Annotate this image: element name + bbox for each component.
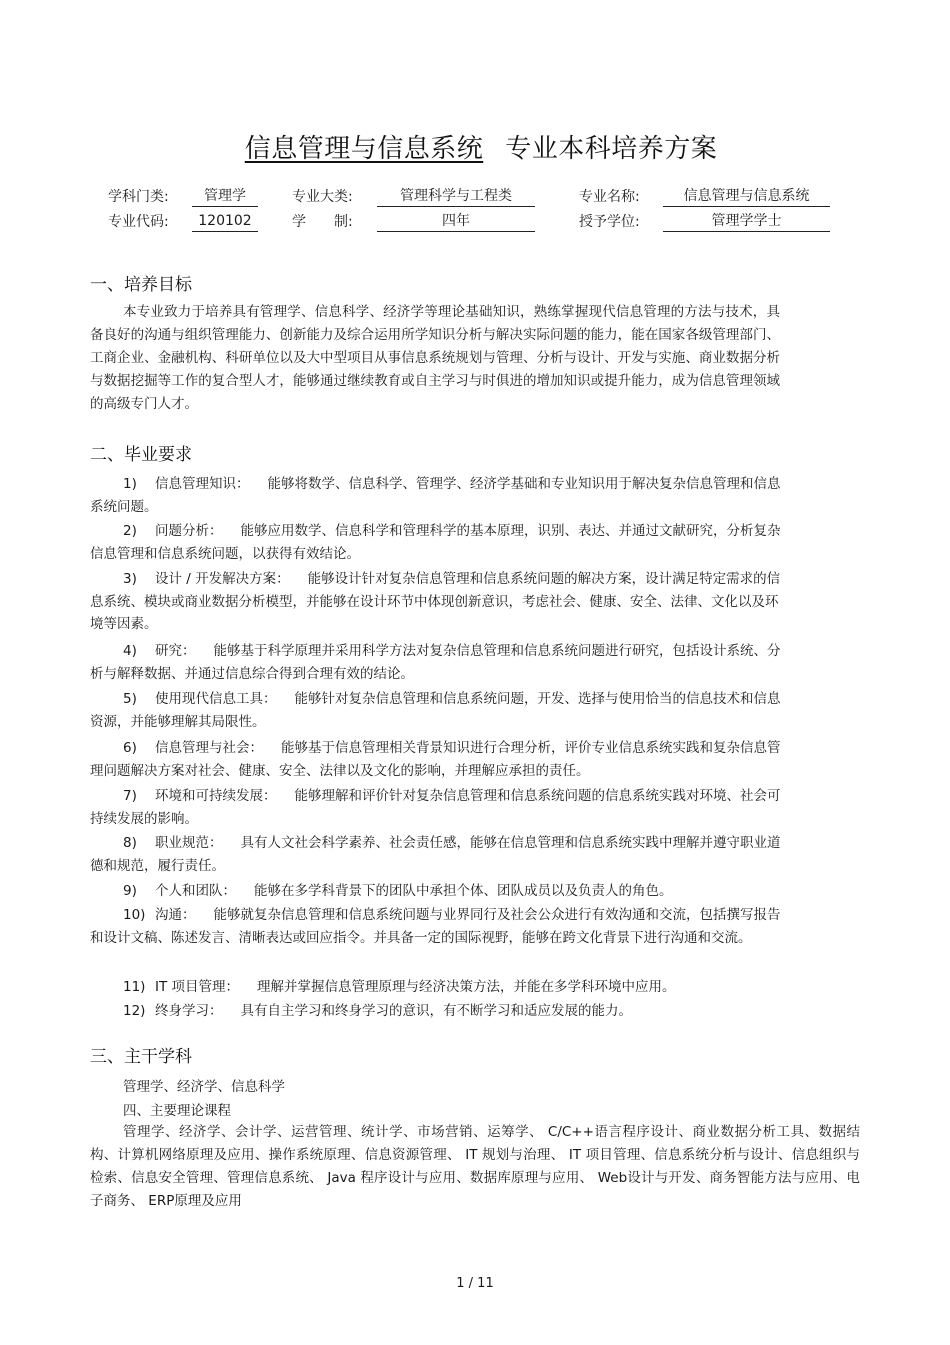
req-number: 6) [123, 740, 137, 756]
req-number: 7) [123, 788, 137, 804]
courses-paragraph: 管理学、经济学、会计学、运营管理、统计学、市场营销、运筹学、 C/C++语言程序设计、商业数据分析工具、数据结构、计算机网络原理及应用、操作系统原理、信息资源管理、 IT 规划与治理、 IT 项目管理、信息系统分析与设计、信息组织与检索、信息安全管理、管理信息系统、 Java 程序设计与应用、数据库原理与应用、 Web设计与开发、商务智能方法与应用、电子商务、 ERP原理及应用 [90, 1124, 860, 1209]
requirement-item [90, 737, 782, 782]
requirement-item [90, 904, 782, 949]
req-number: 5) [123, 691, 137, 707]
req-heading: 个人和团队： [155, 883, 236, 899]
req-number: 11) [123, 979, 146, 995]
section-heading-goal: 一、培养目标 [90, 275, 192, 295]
req-number: 12) [123, 1003, 146, 1019]
info-label: 专业名称: [579, 189, 640, 205]
section-heading-disciplines: 三、主干学科 [90, 1047, 192, 1067]
req-heading: 终身学习： [155, 1003, 223, 1019]
req-heading: 信息管理与社会： [155, 740, 263, 756]
req-text: 具有人文社会科学素养、社会责任感，能够在信息管理和信息系统实践中理解并遵守职业道德和规范，履行责任。 [90, 835, 781, 874]
requirement-item [90, 473, 782, 518]
req-heading: 环境和可持续发展： [155, 788, 277, 804]
req-text: 能够基于科学原理并采用科学方法对复杂信息管理和信息系统问题进行研究，包括设计系统、分析与解释数据、并通过信息综合得到合理有效的结论。 [90, 643, 781, 682]
title-rest: 专业本科培养方案 [505, 134, 718, 164]
requirement-item [90, 1000, 782, 1023]
req-text: 能够设计针对复杂信息管理和信息系统问题的解决方案，设计满足特定需求的信息系统、模块或商业数据分析模型，并能够在设计环节中体现创新意识，考虑社会、健康、安全、法律、文化以及环境等因素。 [90, 571, 781, 632]
section-heading-requirements: 二、毕业要求 [90, 445, 192, 465]
req-heading: IT 项目管理： [155, 979, 240, 995]
requirement-item [90, 520, 782, 565]
requirement-item [90, 640, 782, 685]
req-heading: 沟通： [155, 907, 196, 923]
requirement-item [90, 976, 782, 999]
disciplines-text: 管理学、经济学、信息科学 [123, 1079, 285, 1095]
title-major: 信息管理与信息系统 [244, 134, 484, 164]
info-label: 专业大类: [292, 189, 353, 205]
req-number: 9) [123, 883, 137, 899]
req-heading: 信息管理知识： [155, 476, 250, 492]
info-label: 学科门类: [108, 189, 169, 205]
info-value: 信息管理与信息系统 [663, 186, 830, 207]
info-value: 四年 [377, 211, 535, 232]
page-number: 1 / 11 [456, 1276, 494, 1291]
req-text: 能够理解和评价针对复杂信息管理和信息系统问题的信息系统实践对环境、社会可持续发展的影响。 [90, 788, 781, 827]
info-label: 授予学位: [579, 214, 640, 230]
info-label: 专业代码: [108, 214, 169, 230]
req-text: 能够针对复杂信息管理和信息系统问题，开发、选择与使用恰当的信息技术和信息资源，并能够理解其局限性。 [90, 691, 781, 730]
requirement-item [90, 832, 782, 877]
info-value: 管理学 [192, 186, 258, 207]
req-heading: 使用现代信息工具： [155, 691, 277, 707]
requirement-item [90, 688, 782, 733]
req-number: 8) [123, 835, 137, 851]
req-text: 能够基于信息管理相关背景知识进行合理分析，评价专业信息系统实践和复杂信息管理问题解决方案对社会、健康、安全、法律以及文化的影响，并理解应承担的责任。 [90, 740, 781, 779]
req-text: 能够应用数学、信息科学和管理科学的基本原理，识别、表达、并通过文献研究，分析复杂信息管理和信息系统问题，以获得有效结论。 [90, 523, 781, 562]
req-number: 4) [123, 643, 137, 659]
section-heading-courses: 四、主要理论课程 [123, 1103, 231, 1119]
req-number: 2) [123, 523, 137, 539]
info-value: 120102 [192, 211, 258, 232]
page-title [0, 128, 950, 165]
req-text: 能够将数学、信息科学、管理学、经济学基础和专业知识用于解决复杂信息管理和信息系统问题。 [90, 476, 781, 515]
req-heading: 职业规范： [155, 835, 223, 851]
req-heading: 设计 / 开发解决方案： [155, 571, 290, 587]
requirement-item [90, 880, 782, 903]
req-text: 能够在多学科背景下的团队中承担个体、团队成员以及负责人的角色。 [254, 883, 673, 899]
req-heading: 问题分析： [155, 523, 223, 539]
info-label: 学 制: [292, 214, 353, 230]
req-heading: 研究： [155, 643, 196, 659]
req-number: 10) [123, 907, 146, 923]
req-number: 1) [123, 476, 137, 492]
info-value: 管理科学与工程类 [377, 186, 535, 207]
requirement-item [90, 568, 782, 636]
info-value: 管理学学士 [663, 211, 830, 232]
req-text: 能够就复杂信息管理和信息系统问题与业界同行及社会公众进行有效沟通和交流，包括撰写报告和设计文稿、陈述发言、清晰表达或回应指令。并具备一定的国际视野，能够在跨文化背景下进行沟通和交流。 [90, 907, 781, 946]
req-number: 3) [123, 571, 137, 587]
requirement-item [90, 785, 782, 830]
goal-paragraph: 本专业致力于培养具有管理学、信息科学、经济学等理论基础知识，熟练掌握现代信息管理的方法与技术，具备良好的沟通与组织管理能力、创新能力及综合运用所学知识分析与解决实际问题的能力，能在国家各级管理部门、工商企业、金融机构、科研单位以及大中型项目从事信息系统规划与管理、分析与设计、开发与实施、商业数据分析与数据挖掘等工作的复合型人才，能够通过继续教育或自主学习与时俱进的增加知识或提升能力，成为信息管理领域的高级专门人才。 [90, 304, 780, 412]
req-text: 理解并掌握信息管理原理与经济决策方法，并能在多学科环境中应用。 [257, 979, 676, 995]
req-text: 具有自主学习和终身学习的意识，有不断学习和适应发展的能力。 [240, 1003, 632, 1019]
